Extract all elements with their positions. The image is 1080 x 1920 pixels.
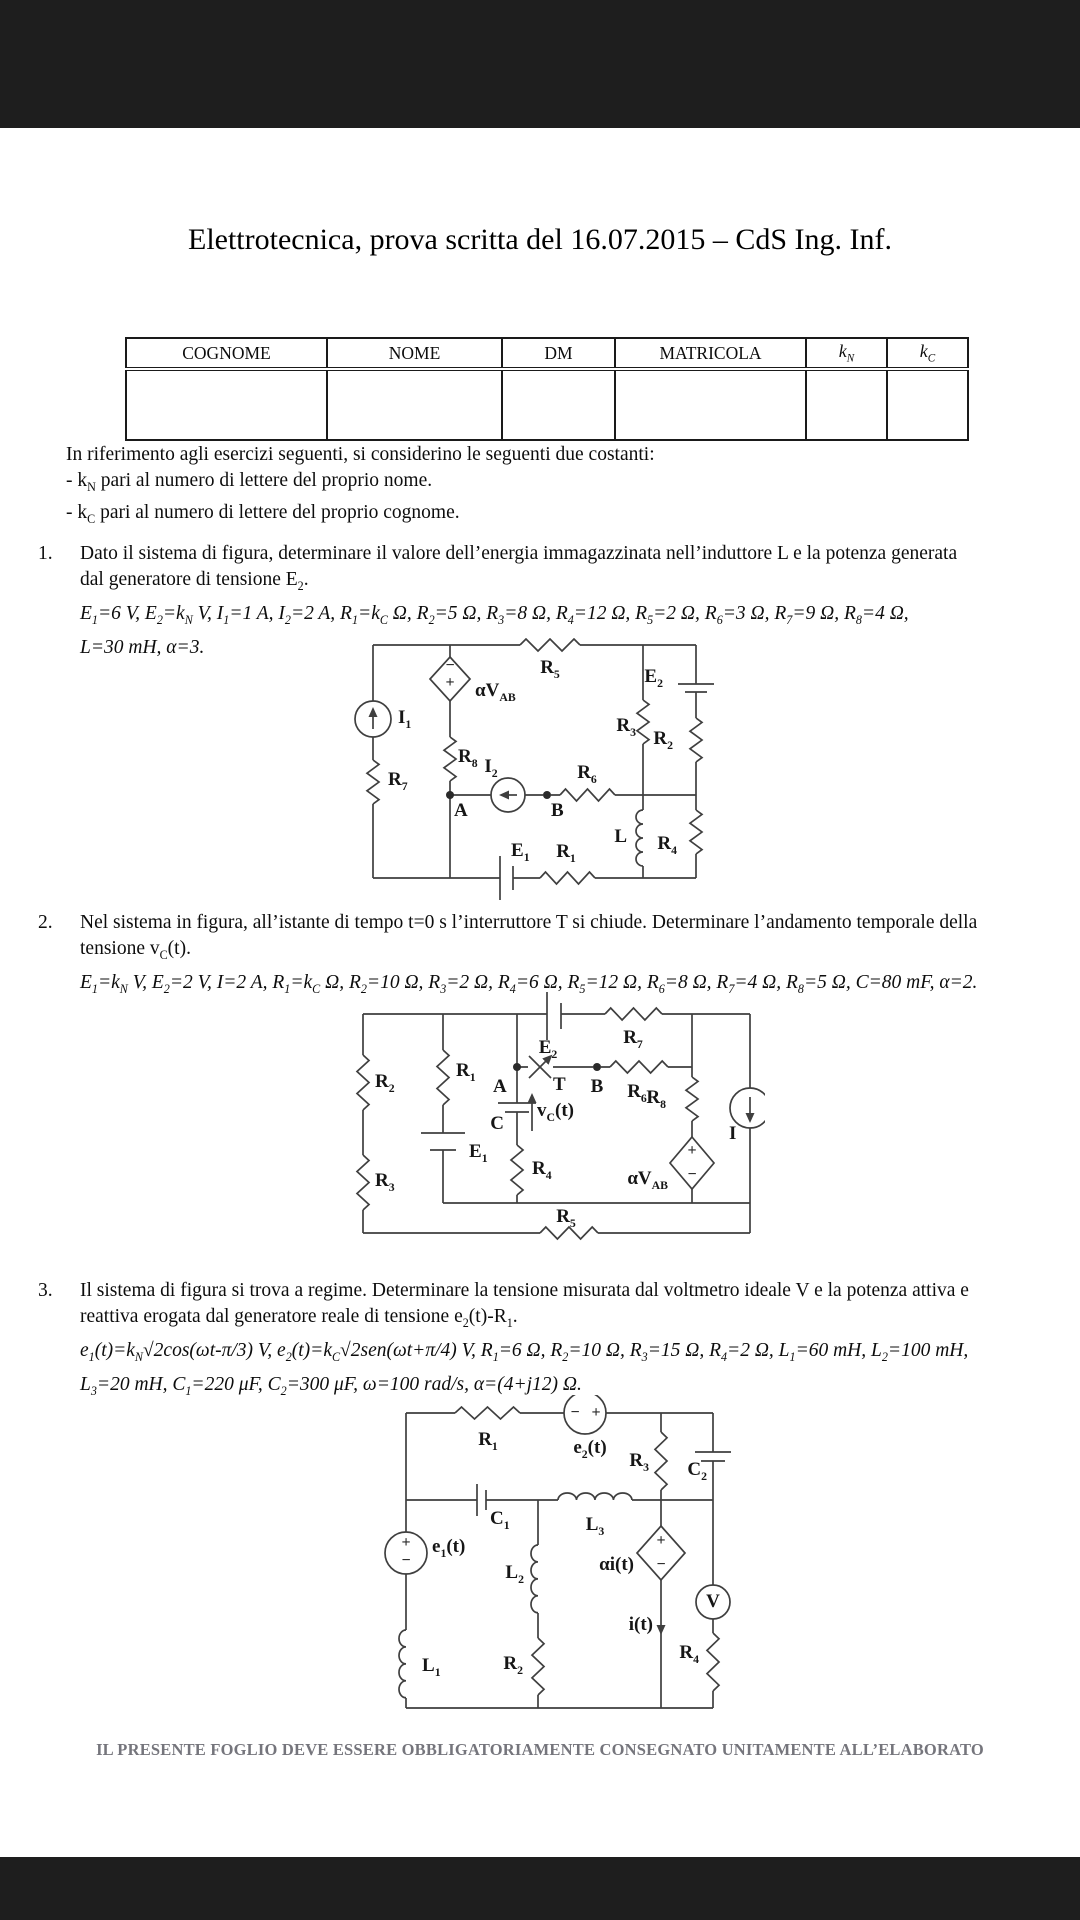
student-id-table [125, 337, 969, 441]
current-source-I1 [355, 701, 391, 737]
label-aVAB: $\alpha V_{AB}$ [627, 1168, 668, 1192]
col-header-matricola: MATRICOLA [615, 338, 806, 369]
exercise-text: dal generatore di tensione $E_2$. [80, 569, 309, 593]
resistor-R6 [560, 789, 615, 801]
resistor-R6 [610, 1061, 668, 1073]
exercise-number: 3. [38, 1280, 53, 1301]
battery-E2 [547, 992, 561, 1040]
label-E2: $E_2$ [644, 666, 663, 690]
polarity-minus: − [445, 657, 455, 674]
polarity-plus: + [445, 674, 455, 691]
label-R4: $R_4$ [532, 1158, 552, 1182]
inductor-L2 [531, 1545, 538, 1613]
label-E1: $E_1$ [511, 840, 530, 864]
polarity-minus: − [656, 1556, 666, 1573]
current-source-I [730, 1088, 765, 1128]
exercise-number: 1. [38, 543, 53, 564]
label-A: A [454, 800, 468, 821]
footer-notice: IL PRESENTE FOGLIO DEVE ESSERE OBBLIGATORIAMENTE CONSEGNATO UNITAMENTE ALL’ELABORATO [96, 1740, 984, 1759]
col-header-dm: DM [502, 338, 615, 369]
label-R3: $R_3$ [616, 715, 636, 739]
label-C2: $C_2$ [687, 1459, 707, 1483]
inductor-L1 [399, 1630, 406, 1698]
circuit-1-diagram [295, 638, 725, 913]
table-input-cell [327, 369, 502, 440]
polarity-plus: + [591, 1404, 601, 1421]
capacitor-C1 [477, 1484, 486, 1516]
label-V: V [706, 1591, 720, 1612]
resistor-R1 [540, 872, 595, 884]
label-R5: $R_5$ [540, 657, 560, 681]
resistor-R4 [690, 810, 702, 854]
label-it: i(t) [628, 1614, 653, 1635]
label-C: C [490, 1113, 504, 1134]
exercise-text: Il sistema di figura si trova a regime. Determinare la tensione misurata dal voltmetro ideale V e la potenza attiva e [80, 1280, 969, 1301]
battery-E2 [678, 684, 714, 692]
resistor-R2 [690, 718, 702, 762]
label-I1: $I_1$ [398, 707, 412, 731]
label-R1: $R_1$ [456, 1060, 476, 1084]
resistor-R3 [637, 700, 649, 744]
label-T: T [553, 1074, 566, 1095]
label-B: B [551, 800, 564, 821]
table-header-row [126, 338, 968, 369]
polarity-plus: + [687, 1142, 697, 1159]
col-header-kc: $k_C$ [887, 338, 968, 369]
label-R1: $R_1$ [556, 841, 576, 865]
col-header-kn: $k_N$ [806, 338, 887, 369]
inductor-L [636, 810, 643, 866]
resistor-R8 [686, 1077, 698, 1121]
intro-block [66, 442, 655, 532]
resistor-R7 [605, 1008, 662, 1020]
label-A: A [493, 1076, 507, 1097]
col-header-cognome: COGNOME [126, 338, 327, 369]
node-B-dot [593, 1063, 601, 1071]
label-I: I [729, 1123, 737, 1144]
node-A-dot [513, 1063, 521, 1071]
label-E2: $E_2$ [538, 1037, 558, 1061]
label-L2: $L_2$ [505, 1562, 524, 1586]
page-title: Elettrotecnica, prova scritta del 16.07.2015 – CdS Ing. Inf. [188, 223, 892, 256]
label-R5: $R_5$ [556, 1206, 576, 1230]
label-R3: $R_3$ [375, 1170, 395, 1194]
table-input-cell [615, 369, 806, 440]
resistor-R1 [437, 1050, 449, 1105]
resistor-R2 [532, 1638, 544, 1695]
label-I2: $I_2$ [484, 756, 498, 780]
label-E1: $E_1$ [469, 1141, 488, 1165]
label-e1: $e_1(t)$ [432, 1536, 466, 1560]
label-R2: $R_2$ [375, 1071, 395, 1095]
label-L: L [614, 826, 627, 847]
resistor-R4 [707, 1633, 719, 1691]
exercise-text: reattiva erogata dal generatore reale di tensione $e_2(t)-R_1$. [80, 1306, 518, 1330]
label-R2: $R_2$ [503, 1653, 523, 1677]
exercise-text: tensione $v_C(t)$. [80, 938, 191, 962]
polarity-plus: + [656, 1532, 666, 1549]
label-R4: $R_4$ [679, 1642, 699, 1666]
inductor-L3 [558, 1493, 632, 1500]
label-B: B [590, 1076, 604, 1097]
exercise-number: 2. [38, 912, 53, 933]
exercise-text: Dato il sistema di figura, determinare il valore dell’energia immagazzinata nell’induttore L e la potenza generata [80, 543, 958, 564]
exercise-parameters: $E_1=k_N$ V, $E_2=2$ V, I=2 A, $R_1=k_C$ Ω, $R_2=10$ Ω, $R_3=2$ Ω, $R_4=6$ Ω, $R_5=12$ Ω, $R_6=8$ Ω, $R_7=4$ Ω, $R_8=5$ Ω, C=80 mF, α=2. [80, 971, 978, 996]
label-R6: $R_6$ [577, 762, 597, 786]
label-R7: $R_7$ [623, 1027, 643, 1051]
top-letterbox-bar [0, 0, 1080, 128]
col-header-nome: NOME [327, 338, 502, 369]
polarity-minus: − [570, 1404, 580, 1421]
exercise-parameters: $e_1(t)=k_N√2\cos(\omega t-\pi/3)$ V, $e_2(t)=k_C√2sen(\omega t+\pi/4)$ V, $R_1=6$ Ω, $R_2=10$ Ω, $R_3=15$ Ω, $R_4=2$ Ω, $L_1=60$ mH, $L_2=100$ mH, [80, 1339, 969, 1364]
node-A-dot [446, 791, 454, 799]
intro-line: In riferimento agli esercizi seguenti, si considerino le seguenti due costanti: [66, 444, 655, 465]
circuit-3-diagram [315, 1395, 755, 1725]
polarity-minus: − [687, 1166, 697, 1183]
exercise-parameters: L=30 mH, α=3. [80, 636, 205, 658]
resistor-R4 [511, 1145, 523, 1195]
label-R8: $R_8$ [646, 1087, 666, 1111]
label-R7: $R_7$ [388, 769, 408, 793]
resistor-R8 [444, 737, 456, 781]
label-e2: $e_2(t)$ [573, 1437, 607, 1461]
exercise-text: Nel sistema in figura, all’istante di tempo t=0 s l’interruttore T si chiude. Determinare l’andamento temporale della [80, 912, 978, 933]
resistor-R5 [520, 639, 580, 651]
label-R3: $R_3$ [629, 1450, 649, 1474]
label-ai: αi(t) [599, 1554, 634, 1575]
polarity-minus: − [401, 1552, 411, 1569]
intro-line: - $k_C$ pari al numero di lettere del proprio cognome. [66, 501, 460, 526]
label-L1: $L_1$ [422, 1655, 441, 1679]
intro-line: - $k_N$ pari al numero di lettere del proprio nome. [66, 470, 433, 494]
label-L3: $L_3$ [585, 1514, 605, 1538]
resistor-R3 [655, 1432, 667, 1490]
resistor-R2 [357, 1055, 369, 1110]
capacitor-C [498, 1103, 536, 1112]
label-R6: $R_6$ [627, 1081, 647, 1105]
table-input-cell [806, 369, 887, 440]
document-page [0, 128, 1080, 1857]
resistor-R3 [357, 1155, 369, 1210]
table-input-row [126, 369, 968, 440]
label-R8: $R_8$ [458, 746, 478, 770]
circuit-2-diagram [285, 985, 765, 1275]
polarity-plus: + [401, 1534, 411, 1551]
label-R2: $R_2$ [653, 728, 673, 752]
table-input-cell [126, 369, 327, 440]
resistor-R7 [367, 760, 379, 804]
label-R1: $R_1$ [478, 1429, 498, 1453]
label-vc: $v_C(t)$ [537, 1100, 574, 1124]
label-aVAB: $\alpha V_{AB}$ [475, 680, 516, 704]
bottom-letterbox-bar [0, 1857, 1080, 1920]
battery-E1 [421, 1133, 465, 1150]
table-input-cell [502, 369, 615, 440]
table-input-cell [887, 369, 968, 440]
resistor-R1 [455, 1407, 520, 1419]
label-R4: $R_4$ [657, 833, 677, 857]
label-C1: $C_1$ [490, 1508, 510, 1532]
exercise-3 [38, 1278, 1045, 1404]
exercise-parameters: $E_1=6$ V, $E_2=k_N$ V, $I_1=1$ A, $I_2=2$ A, $R_1=k_C$ Ω, $R_2=5$ Ω, $R_3=8$ Ω, $R_4=12$ Ω, $R_5=2$ Ω, $R_6=3$ Ω, $R_7=9$ Ω, $R_8=4$ Ω, [80, 602, 909, 627]
exercise-parameters: $L_3=20$ mH, $C_1=220$ μF, $C_2=300$ μF, ω=100 rad/s, α=(4+j12) Ω. [80, 1373, 582, 1398]
node-B-dot [543, 791, 551, 799]
